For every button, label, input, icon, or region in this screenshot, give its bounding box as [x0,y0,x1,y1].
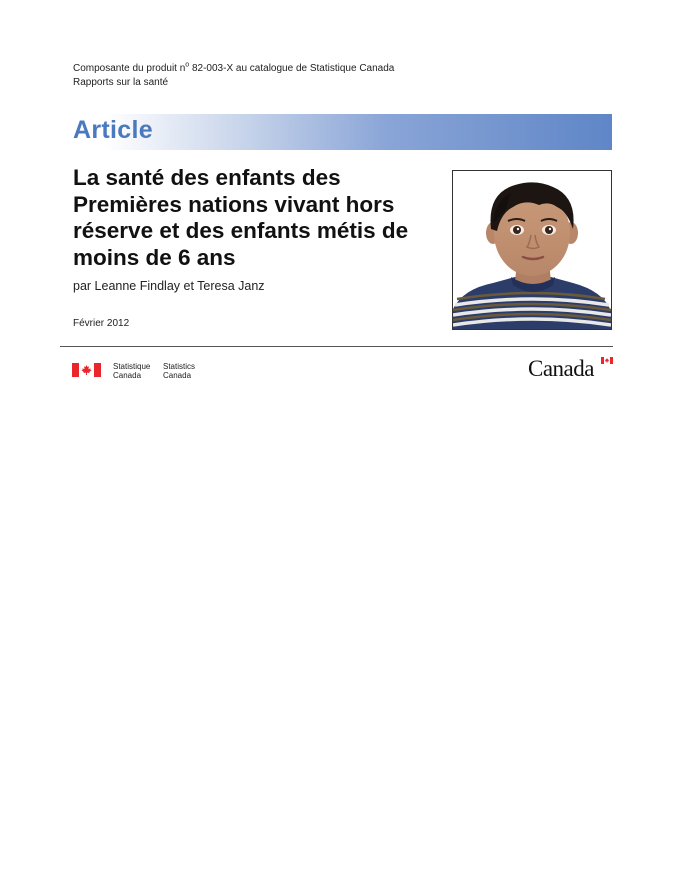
catalog-suffix: 82-003-X au catalogue de Statistique Canada [189,63,395,74]
catalog-superscript: o [185,61,190,69]
banner-label: Article [73,116,153,144]
fip-english-line2: Canada [163,370,192,380]
child-portrait-photo [452,170,612,330]
catalog-reference [73,62,394,90]
article-title: La santé des enfants des Premières nations vivant hors réserve et des enfants métis de moins de 6 ans [73,165,409,270]
fip-english [163,363,195,380]
canadian-flag-icon [72,363,101,377]
fip-french [113,363,150,380]
article-banner [73,114,612,150]
wordmark-flag-icon [601,357,613,364]
catalog-line [73,62,394,76]
catalog-prefix: Composante du produit n [73,63,186,74]
publication-date: Février 2012 [73,318,130,329]
fip-french-line1: Statistique [113,362,151,371]
fip-english-line1: Statistics [163,362,196,371]
header-divider [60,346,613,347]
article-authors: par Leanne Findlay et Teresa Janz [73,279,265,293]
canada-wordmark [528,357,614,381]
child-portrait-illustration [453,171,611,329]
fip-french-line2: Canada [113,370,142,380]
canada-wordmark-text: Canada [528,356,594,381]
publication-name: Rapports sur la santé [73,77,169,88]
